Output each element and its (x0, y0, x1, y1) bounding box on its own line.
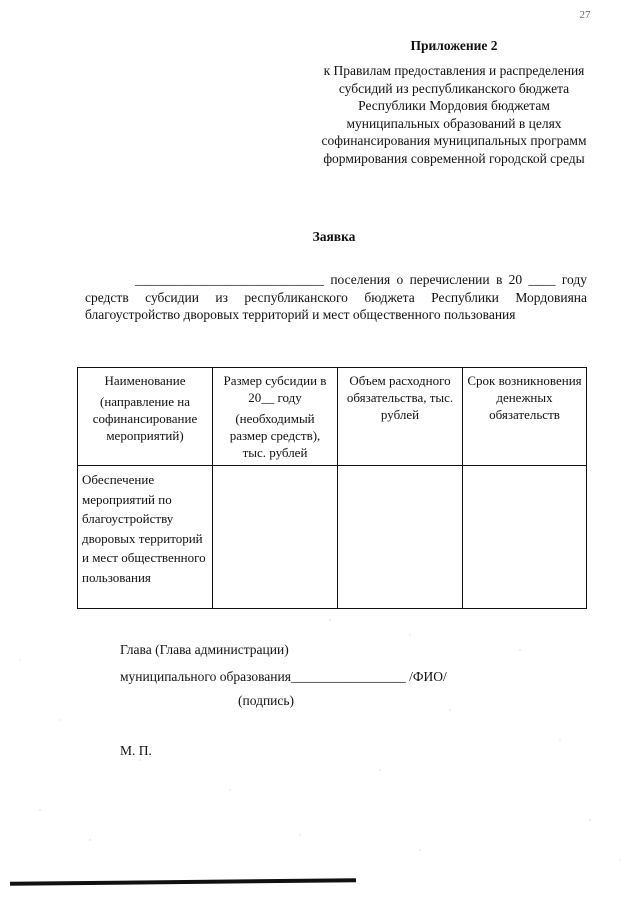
table-cell: Обеспечение мероприятий по благоустройству дворовых территорий и мест общественного пользования (78, 466, 213, 609)
header-cell-term (463, 368, 587, 466)
appendix-title: Приложение 2 (410, 38, 498, 53)
document-title: Заявка (312, 229, 356, 244)
signature-title: Глава (Глава администрации) (120, 642, 289, 657)
table-cell (463, 466, 587, 609)
header-main: Размер субсидии в 20__ году (223, 373, 327, 405)
request-table (77, 367, 587, 609)
request-text-part2: году средств субсидии из республиканского бюджета Республики Мордовияна благоустройство дворовых территорий и мест общественного пользования (85, 272, 587, 322)
signature-prefix: муниципального образования (120, 669, 291, 684)
request-paragraph (85, 271, 587, 324)
header-cell-subsidy (213, 368, 338, 466)
scan-noise (0, 600, 639, 880)
signature-blank: _________________ (290, 669, 406, 684)
signature-caption: (подпись) (238, 693, 295, 708)
stamp-place: М. П. (120, 743, 152, 758)
header-sub: (необходимый размер средств), тыс. рублей (229, 411, 321, 460)
year-blank: ____ (528, 272, 556, 287)
signature-suffix: /ФИО/ (409, 669, 447, 684)
header-main: Объем расходного обязательства, тыс. рублей (346, 373, 454, 422)
header-main: Срок возникновения денежных обязательств (467, 373, 582, 422)
table-cell (213, 466, 338, 609)
table-header-row (78, 368, 587, 466)
table-row (78, 466, 587, 609)
page-number: 27 (579, 9, 591, 21)
request-text-part1: поселения о перечислении в 20 (330, 272, 523, 287)
header-cell-obligation (338, 368, 463, 466)
header-main: Наименование (104, 373, 186, 388)
settlement-blank: ____________________________ (135, 272, 324, 287)
appendix-reference: к Правилам предоставления и распределения субсидий из республиканского бюджета Республики Мордовия бюджетам муниципальных образований в целях софинансирования муниципальных программ формирования современной городской среды (321, 63, 587, 166)
header-sub: (направление на софинансирование мероприятий) (92, 394, 198, 443)
table-cell (338, 466, 463, 609)
header-cell-name (78, 368, 213, 466)
